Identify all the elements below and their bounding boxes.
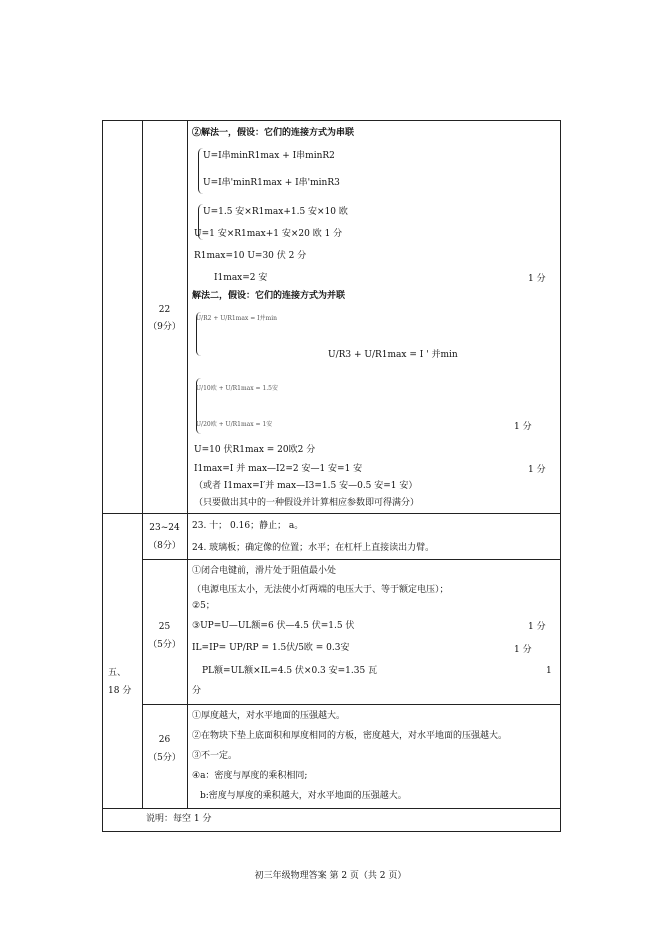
q22-eq12-score: 1 分 <box>528 465 546 475</box>
q22-eq6: I1max=2 安 <box>214 273 268 283</box>
q22-eq8: U/R3 + U/R1max = I ' 并min <box>328 350 458 360</box>
q26-points: （5分） <box>148 753 181 763</box>
q25-line5-score: 1 分 <box>514 645 532 655</box>
q26-line1: ①厚度越大，对水平地面的压强越大。 <box>192 711 346 721</box>
q22-number: 22 <box>158 305 171 315</box>
q25-line2: （电源电压太小，无法使小灯两端的电压大于、等于额定电压）； <box>192 585 449 595</box>
q22-eq13: （或者 I1max=I′并 max—I3=1.5 安—0.5 安=1 安） <box>194 481 418 491</box>
q22-method1-heading: ②解法一，假设：它们的连接方式为串联 <box>192 128 355 138</box>
q2324-number: 23~24 <box>149 523 180 533</box>
row-divider-2324 <box>142 559 561 560</box>
q25-line6: PL额=UL额×IL=4.5 伏×0.3 安=1.35 瓦 <box>202 666 378 676</box>
q22-points: （9分） <box>148 322 181 332</box>
q25-line5: IL=IP= UP/RP = 1.5伏/5欧 = 0.3安 <box>192 643 350 653</box>
q2324-points: （8分） <box>148 541 181 551</box>
q2324-line2: 24. 玻璃板；确定像的位置；水平；在杠杆上直接读出力臂。 <box>192 543 435 553</box>
q26-line5: b:密度与厚度的乘积越大，对水平地面的压强越大。 <box>200 791 407 801</box>
q25-line4: ③UP=U—UL额=6 伏—4.5 伏=1.5 伏 <box>192 621 355 631</box>
q22-eq2: U=I串'minR1max + I串'minR3 <box>203 178 340 188</box>
q25-points: （5分） <box>148 640 181 650</box>
q22-eq9: U/10欧 + U/R1max = 1.5安 <box>196 385 279 392</box>
q22-eq5: R1max=10 U=30 伏 2 分 <box>194 251 307 261</box>
page-footer: 初三年级物理答案 第 2 页（共 2 页） <box>254 871 407 881</box>
q22-eq10: U/20欧 + U/R1max = 1安 <box>196 421 273 428</box>
section5-points: 18 分 <box>108 686 132 696</box>
q22-eq3: U=1.5 安×R1max+1.5 安×10 欧 <box>203 207 348 217</box>
scoring-note: 说明：每空 1 分 <box>146 814 212 824</box>
q22-eq1: U=I串minR1max + I串minR2 <box>203 151 335 161</box>
section5-label: 五、 <box>108 668 127 678</box>
q25-number: 25 <box>158 622 171 632</box>
q25-line1: ①闭合电键前，滑片处于阻值最小处 <box>192 566 337 576</box>
q26-line4: ④a：密度与厚度的乘积相同; <box>192 771 308 781</box>
row-divider-22 <box>102 513 561 514</box>
q22-eq6-score: 1 分 <box>528 274 546 284</box>
q22-eq11: U=10 伏R1max = 20欧2 分 <box>194 445 316 455</box>
answer-table <box>102 120 561 832</box>
q22-eq10-score: 1 分 <box>514 422 532 432</box>
q25-line4-score: 1 分 <box>528 622 546 632</box>
row-divider-26 <box>102 808 561 809</box>
q25-line3: ②5； <box>192 601 215 611</box>
q22-method2-heading: 解法二，假设：它们的连接方式为并联 <box>192 291 346 301</box>
q22-eq4: U=1 安×R1max+1 安×20 欧 1 分 <box>194 229 343 239</box>
q26-line3: ③不一定。 <box>192 751 238 761</box>
q26-line2: ②在物块下垫上底面积和厚度相同的方板，密度越大，对水平地面的压强越大。 <box>192 731 508 741</box>
q2324-line1: 23. 十； 0.16；静止； a。 <box>192 521 304 531</box>
row-divider-25 <box>142 704 561 705</box>
q22-eq7: U/R2 + U/R1max = I并min <box>196 315 278 322</box>
q25-line6-score: 1 <box>546 666 552 676</box>
q22-eq12: I1max=I 并 max—I2=2 安—1 安=1 安 <box>194 464 363 474</box>
q22-eq14: （只要做出其中的一种假设并计算相应参数即可得满分） <box>194 498 420 508</box>
q26-number: 26 <box>158 735 171 745</box>
q25-line7: 分 <box>192 686 202 696</box>
